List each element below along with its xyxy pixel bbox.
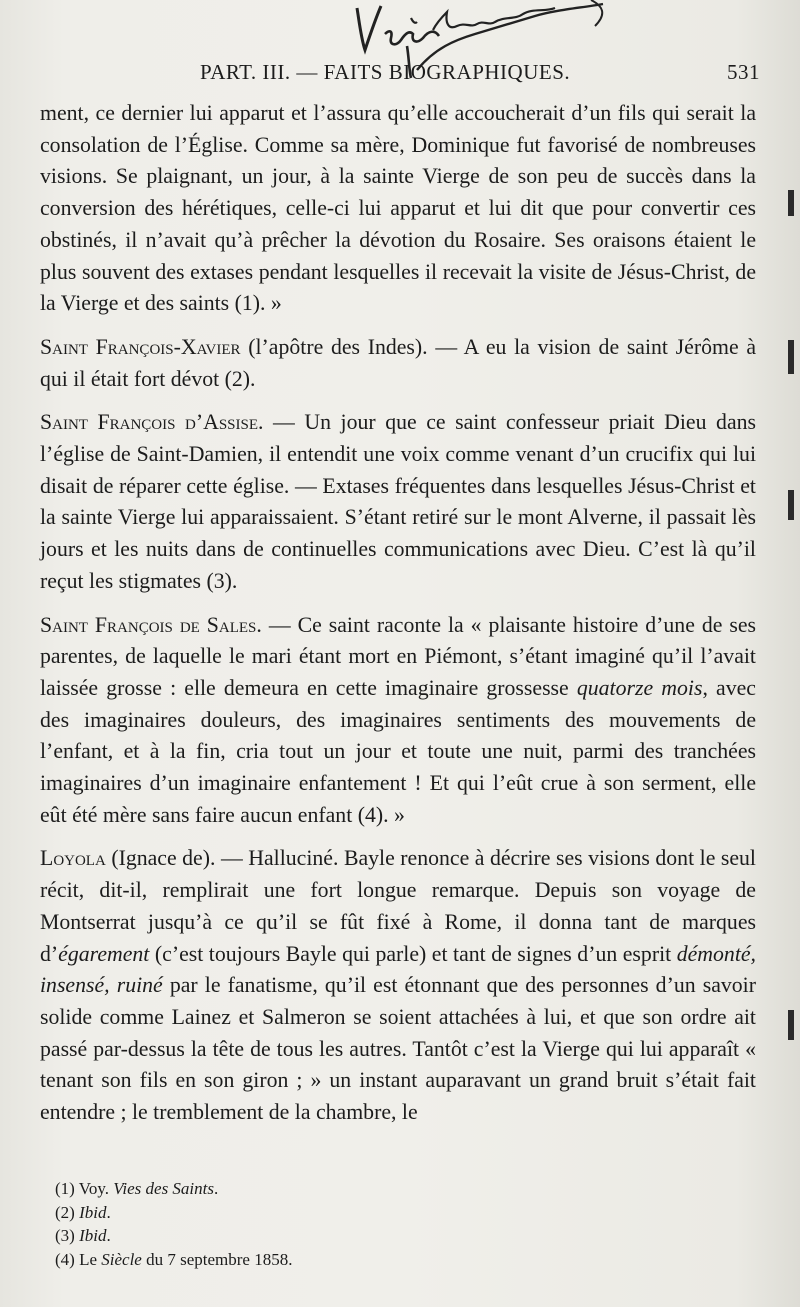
footnote	[55, 1177, 555, 1201]
footnote-italic: Ibid	[79, 1202, 107, 1222]
footnote-italic: Vies des Saints	[113, 1179, 214, 1198]
footnote-mark: (4)	[55, 1249, 75, 1269]
italic-text: quatorze mois	[576, 675, 703, 700]
paragraph-text: (Ignace de). — Halluciné. Bayle renonce à décrire ses visions dont le seul récit, dit-il, remplirait une fort longue remarque. Depuis son voyage de Montserrat jusqu’à ce qu’il se fût fixé à Rome, il donna tant de marques d’	[40, 846, 756, 966]
entry-name: Saint François de Sales.	[40, 612, 262, 637]
paragraph-text: (l’apôtre des Indes). — A eu la vision de saint Jérôme à qui il était fort dévot (2).	[40, 334, 756, 391]
footnote-mark: (3)	[55, 1226, 75, 1245]
entry-name: Saint François-Xavier	[40, 334, 241, 359]
page-number: 531	[727, 60, 760, 84]
paragraph-text: — Ce saint raconte la « plaisante histoire d’une de ses parentes, de laquelle le mari étant mort en Piémont, s’étant imaginé qu’il l’avait laissée grosse : elle demeura en cette imaginaire grossesse	[40, 612, 757, 700]
footnote-italic: Ibid	[79, 1226, 107, 1245]
running-header	[40, 60, 760, 90]
paragraph-text: (c’est toujours Bayle qui parle) et tant de signes d’un esprit	[149, 941, 677, 966]
page-edge-mark	[788, 1010, 794, 1040]
paragraph-francois-sales	[40, 610, 756, 832]
footnote-mark: (1)	[55, 1179, 75, 1198]
page-edge-mark	[788, 190, 794, 216]
footnote-text: Voy.	[74, 1179, 114, 1198]
footnote-text: .	[214, 1179, 219, 1198]
paragraph-loyola	[40, 843, 756, 1128]
footnote-text: .	[106, 1226, 111, 1245]
entry-name: Loyola	[40, 846, 106, 871]
paragraph-text: , avec des imaginaires douleurs, des imaginaires sentiments des mouvements de l’enfant, et à la fin, cria tout un jour et toute une nuit, parmi des tranchées imaginaires d’un imaginaire enfantement ! Et qui l’eût crue à son serment, elle eût été mère sans faire aucun enfant (4). »	[40, 675, 756, 827]
paragraph-francois-xavier	[40, 332, 756, 395]
footnotes	[55, 1177, 555, 1271]
body-text	[40, 98, 756, 1129]
footnote-mark: (2)	[55, 1202, 75, 1222]
italic-text: égarement	[58, 941, 150, 966]
page-edge-mark	[788, 490, 794, 520]
footnote	[55, 1224, 555, 1248]
italic-text: démonté, insensé, ruiné	[40, 941, 756, 998]
entry-name: Saint François d’Assise.	[40, 410, 264, 435]
footnote-text: .	[106, 1202, 111, 1222]
paragraph-dominique	[40, 98, 756, 320]
page-edge-mark	[788, 340, 794, 374]
paragraph-text: par le fanatisme, qu’il est étonnant que des personnes d’un savoir solide comme Lainez et Salmeron se soient attachées à lui, et que son ordre ait passé par-dessus la tête de tous les autres. Tantôt c’est la Vierge qui lui apparaît « tenant son fils en son giron ; » un instant auparavant un grand bruit s’était fait entendre ; le tremblement de la chambre, le	[40, 973, 756, 1125]
footnote-italic: Siècle	[101, 1249, 142, 1269]
running-title: PART. III. — FAITS BIOGRAPHIQUES.	[200, 60, 571, 84]
footnote	[55, 1201, 555, 1225]
paragraph-text: ment, ce dernier lui apparut et l’assura qu’elle accoucherait d’un fils qui serait la consolation de l’Église. Comme sa mère, Dominique fut favorisé de nombreuses visions. Se plaignant, un jour, à la sainte Vierge de son peu de succès dans la conversion des hérétiques, celle-ci lui apparut et lui dit que pour convertir ces obstinés, il n’avait qu’à prêcher la dévotion du Rosaire. Ses oraisons étaient le plus souvent des extases pendant lesquelles il recevait la visite de Jésus-Christ, de la Vierge et des saints (1). »	[40, 101, 756, 316]
footnote-text: Le	[74, 1249, 102, 1269]
footnote-text: du 7 septembre 1858.	[141, 1249, 293, 1269]
footnote	[55, 1248, 555, 1272]
paragraph-text: — Un jour que ce saint confesseur priait Dieu dans l’église de Saint-Damien, il entendit une voix comme venant d’un crucifix qui lui disait de réparer cette église. — Extases fréquentes dans lesquelles Jésus-Christ et la sainte Vierge lui apparaissaient. S’étant retiré sur le mont Alverne, il passait lès jours et les nuits dans de continuelles communications avec Dieu. C’est là qu’il reçut les stigmates (3).	[40, 410, 756, 593]
paragraph-francois-assise	[40, 407, 756, 597]
